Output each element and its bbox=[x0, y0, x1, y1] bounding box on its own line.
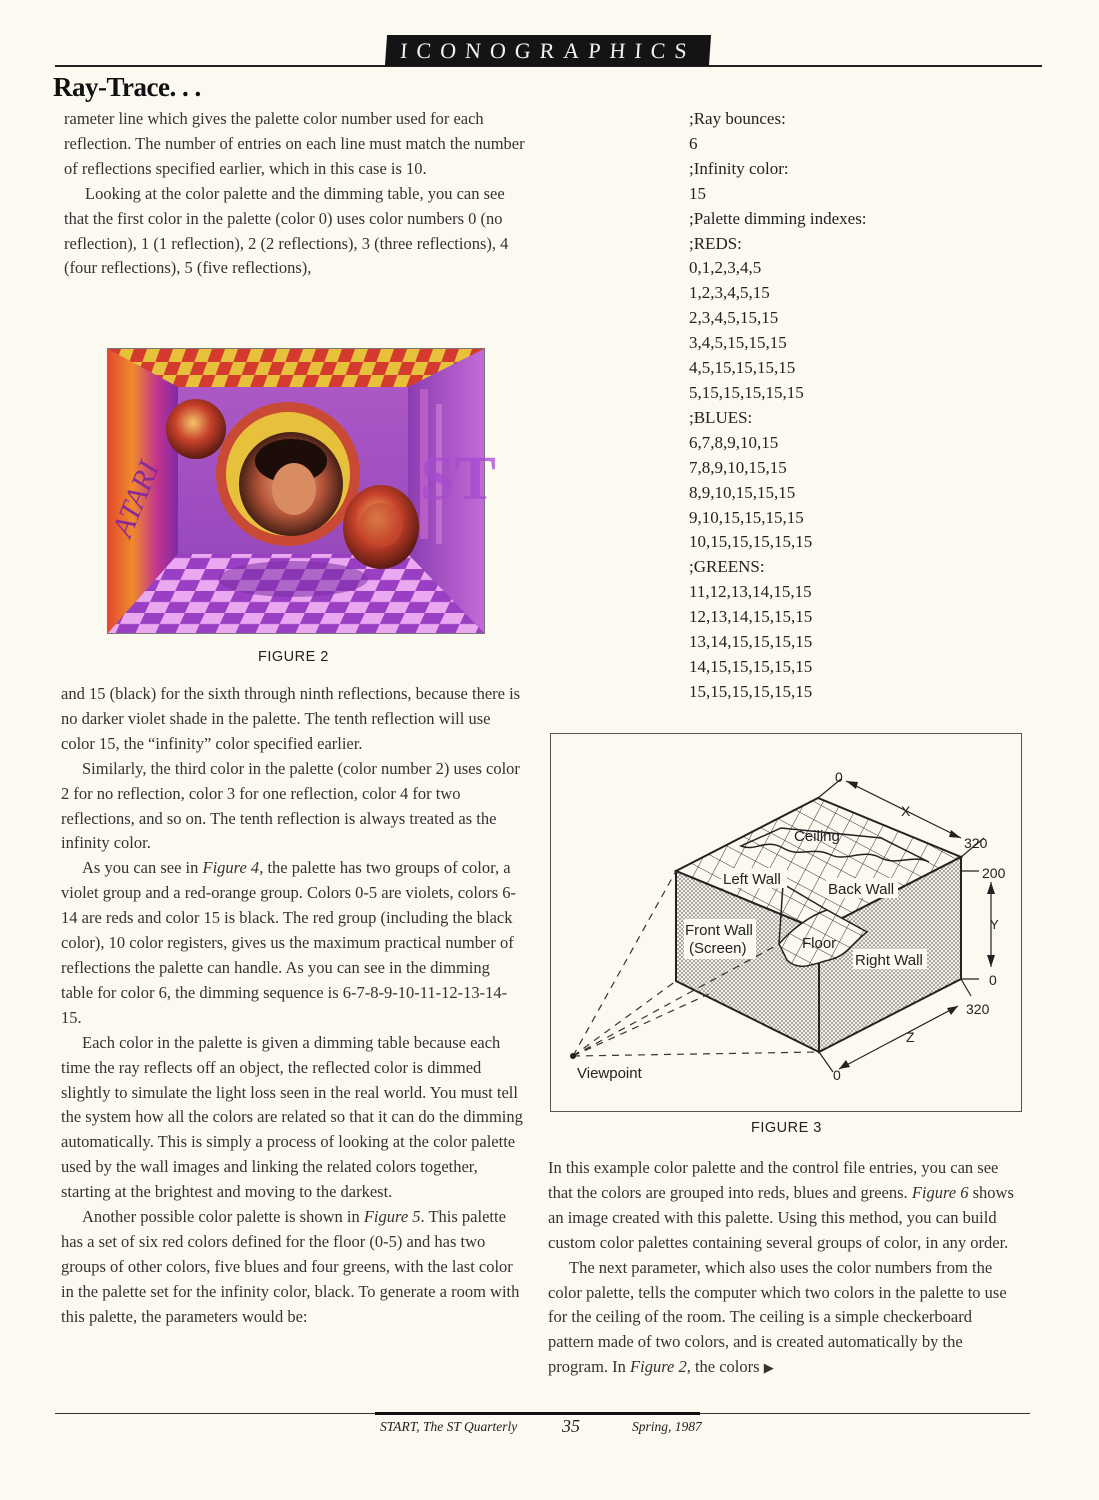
paragraph: rameter line which gives the palette color number used for each reflection. The number of entries on each line must match the number of reflections specified earlier, which in this case is 10. bbox=[64, 109, 525, 178]
section-banner: ICONOGRAPHICS bbox=[385, 35, 711, 66]
param-line: ;GREENS: bbox=[689, 557, 765, 577]
front-wall-label: Front Wall bbox=[685, 922, 753, 939]
param-line: 2,3,4,5,15,15 bbox=[689, 308, 779, 328]
article-title: Ray-Trace. . . bbox=[53, 72, 201, 102]
paragraph: The next parameter, which also uses the color numbers from the color palette, tells the computer which two colors in the palette to use for the ceiling of the room. The ceiling is a simple checkerboard pattern made of two colors, and is created automatically by the program. In Figure 2, the colors ▶ bbox=[548, 1257, 1007, 1377]
z-origin-label: 0 bbox=[833, 1067, 841, 1083]
screen-label: (Screen) bbox=[689, 940, 747, 957]
figure-2-image bbox=[105, 348, 496, 634]
x-origin-label: 0 bbox=[835, 769, 843, 785]
param-line: 7,8,9,10,15,15 bbox=[689, 457, 787, 477]
param-line: ;Palette dimming indexes: bbox=[689, 208, 867, 228]
y-max-label: 200 bbox=[982, 865, 1006, 881]
param-line: ;REDS: bbox=[689, 233, 742, 253]
paragraph: Looking at the color palette and the dimming table, you can see that the first color in the palette (color 0) uses color numbers 0 (no reflection), 1 (1 reflection), 2 (2 reflections), 3 (three reflections), 4 (four reflections), 5 (five reflections), bbox=[64, 183, 509, 278]
param-line: 15,15,15,15,15,15 bbox=[689, 681, 813, 701]
z-axis-label: Z bbox=[906, 1029, 915, 1045]
paragraph: Another possible color palette is shown in Figure 5. This palette has a set of six red colors defined for the floor (0-5) and has two groups of other colors, five blues and four greens, with the last color in the palette set for the infinity color, black. To generate a room with this palette, the parameters would be: bbox=[61, 1207, 520, 1326]
y-origin-label: 0 bbox=[989, 972, 997, 988]
left-column-top bbox=[64, 107, 526, 281]
back-wall-label: Back Wall bbox=[828, 881, 895, 898]
footer-rule-thick bbox=[375, 1412, 700, 1415]
param-line: 1,2,3,4,5,15 bbox=[689, 283, 770, 303]
left-column-bottom bbox=[61, 682, 526, 1330]
parameter-listing bbox=[689, 107, 1009, 705]
param-line: ;BLUES: bbox=[689, 407, 753, 427]
param-line: 11,12,13,14,15,15 bbox=[689, 582, 812, 602]
param-line: 6,7,8,9,10,15 bbox=[689, 432, 779, 452]
y-axis-label: Y bbox=[990, 917, 999, 932]
param-line: 9,10,15,15,15,15 bbox=[689, 507, 804, 527]
param-line: 12,13,14,15,15,15 bbox=[689, 607, 813, 627]
param-line: 4,5,15,15,15,15 bbox=[689, 358, 796, 378]
paragraph: Each color in the palette is given a dimming table because each time the ray reflects off an object, the reflected color is dimmed slightly to simulate the light loss seen in the real world. You must tell the system how all the colors are related so that it can do the dimming automatically. This is simply a process of looking at the color palette used by the wall images and linking the related colors together, starting at the brightest and moving to the darkest. bbox=[61, 1032, 523, 1202]
ceiling-label: Ceiling bbox=[794, 828, 840, 845]
left-wall-label: Left Wall bbox=[723, 871, 781, 888]
figure-reference: Figure 4 bbox=[202, 858, 260, 878]
footer-magazine-title: START, The ST Quarterly bbox=[380, 1419, 518, 1434]
param-line: 14,15,15,15,15,15 bbox=[689, 656, 813, 676]
param-line: 15 bbox=[689, 183, 706, 203]
figure-3-diagram bbox=[550, 733, 1022, 1112]
param-line: 6 bbox=[689, 133, 698, 153]
viewpoint-label: Viewpoint bbox=[577, 1065, 642, 1082]
atari-wall-text: ATARI bbox=[105, 456, 166, 542]
right-column-bottom bbox=[548, 1156, 1018, 1382]
figure-reference: Figure 2 bbox=[630, 1357, 687, 1377]
param-line: 5,15,15,15,15,15 bbox=[689, 382, 804, 402]
paragraph: In this example color palette and the control file entries, you can see that the colors are grouped into reds, blues and greens. Figure 6 shows an image created with this palette. Using this method, you can build custom color palettes containing several groups of color, in any order. bbox=[548, 1158, 1014, 1252]
z-max-label: 320 bbox=[966, 1001, 990, 1017]
param-line: 3,4,5,15,15,15 bbox=[689, 333, 787, 353]
x-max-label: 320 bbox=[964, 835, 988, 851]
figure-reference: Figure 6 bbox=[911, 1182, 969, 1202]
paragraph: As you can see in Figure 4, the palette has two groups of color, a violet group and a red-orange group. Colors 0-5 are violets, colors 6-14 are reds and color 15 is black. The red group (including the black color), 10 color registers, gives us the maximum practical number of reflections the palette can handle. As you can see in the dimming table for color 6, the dimming sequence is 6-7-8-9-10-11-12-13-14-15. bbox=[61, 858, 516, 1027]
param-line: 10,15,15,15,15,15 bbox=[689, 532, 813, 552]
figure-reference: Figure 5 bbox=[363, 1207, 421, 1227]
right-wall-label: Right Wall bbox=[855, 952, 923, 969]
param-line: ;Infinity color: bbox=[689, 158, 789, 178]
param-line: ;Ray bounces: bbox=[689, 109, 786, 128]
paragraph: Similarly, the third color in the palette (color number 2) uses color 2 for no reflection, color 3 for one reflection, color 4 for two reflections, and so on. The tenth reflection is always treated as the infinity color. bbox=[61, 758, 520, 853]
st-wall-text: ST bbox=[420, 445, 496, 513]
continued-arrow-icon: ▶ bbox=[763, 1361, 774, 1377]
paragraph: and 15 (black) for the sixth through ninth reflections, because there is no darker violet shade in the palette. The tenth reflection will use color 15, the “infinity” color specified earlier. bbox=[61, 684, 521, 753]
param-line: 8,9,10,15,15,15 bbox=[689, 482, 796, 502]
param-line: 0,1,2,3,4,5 bbox=[689, 258, 762, 278]
footer-issue-date: Spring, 1987 bbox=[632, 1419, 702, 1434]
x-axis-label: X bbox=[901, 803, 911, 819]
figure-2-caption: FIGURE 2 bbox=[258, 649, 329, 665]
page-number: 35 bbox=[562, 1416, 580, 1436]
param-line: 13,14,15,15,15,15 bbox=[689, 632, 813, 652]
figure-3-caption: FIGURE 3 bbox=[751, 1120, 822, 1136]
floor-label: Floor bbox=[802, 935, 837, 952]
